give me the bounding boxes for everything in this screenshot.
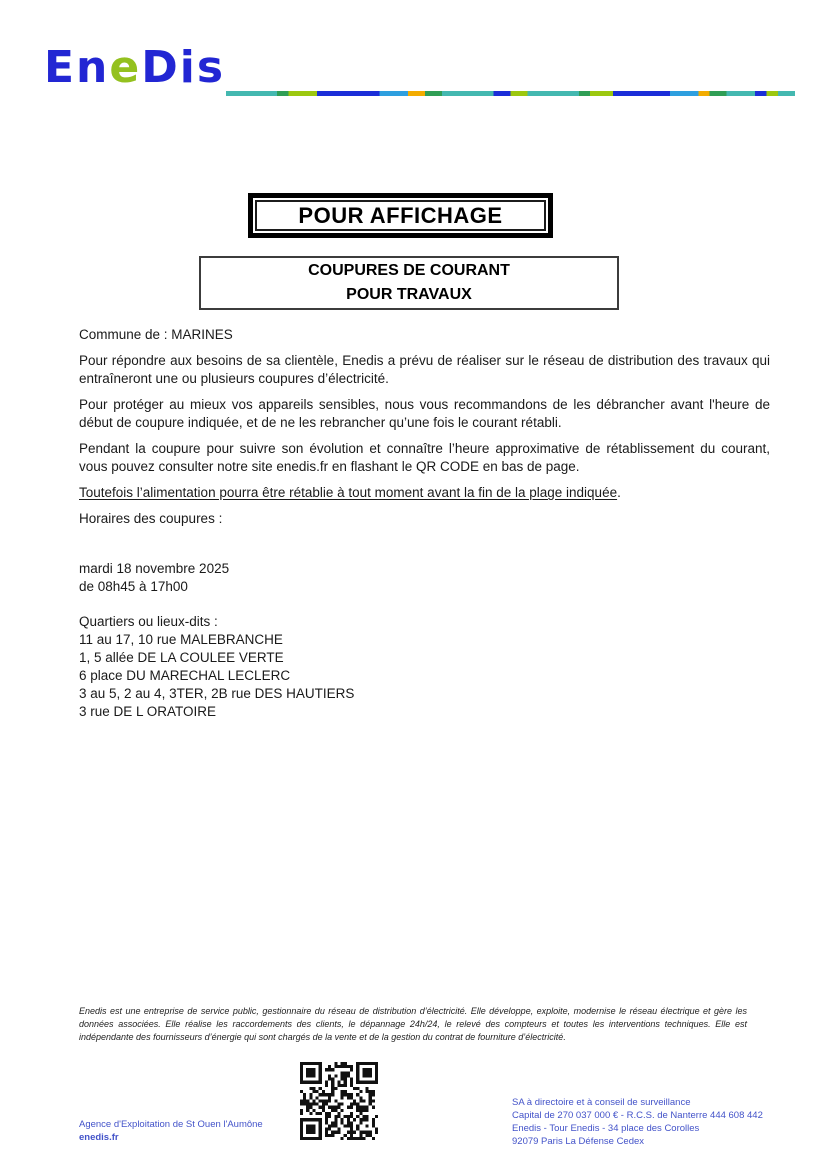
banner-title: POUR AFFICHAGE xyxy=(298,202,503,228)
paragraph-qrcode-info: Pendant la coupure pour suivre son évolution et connaître l’heure approximative de rétablissement du courant, vous pouvez consulter notre site enedis.fr en flashant le QR CODE en bas de page. xyxy=(79,441,770,474)
corporate-line: Capital de 270 037 000 € - R.C.S. de Nanterre 444 608 442 xyxy=(512,1110,763,1121)
notice-box xyxy=(199,256,619,310)
agency-name: Agence d'Exploitation de St Ouen l'Aumône xyxy=(79,1119,263,1130)
quartier-item: 1, 5 allée DE LA COULEE VERTE xyxy=(79,650,284,665)
qr-code xyxy=(300,1062,378,1140)
corporate-line: 92079 Paris La Défense Cedex xyxy=(512,1136,645,1147)
outage-date: mardi 18 novembre 2025 xyxy=(79,561,230,576)
logo-text-part1: En xyxy=(44,42,110,93)
pour-affichage-banner xyxy=(248,193,553,238)
outage-hours: de 08h45 à 17h00 xyxy=(79,579,188,594)
quartier-item: 3 rue DE L ORATOIRE xyxy=(79,704,217,719)
corporate-block xyxy=(512,1096,763,1148)
quartiers-label: Quartiers ou lieux-dits : xyxy=(79,614,218,629)
notice-box-line1: COUPURES DE COURANT xyxy=(308,262,510,279)
paragraph-intro: Pour répondre aux besoins de sa clientèle, Enedis a prévu de réaliser sur le réseau de distribution des travaux qui entraîneront une ou plusieurs coupures d’électricité. xyxy=(79,353,770,386)
corporate-line: SA à directoire et à conseil de surveillance xyxy=(512,1097,691,1108)
horaires-label: Horaires des coupures : xyxy=(79,511,223,526)
logo-text-part2: e xyxy=(109,42,142,93)
brand-color-line xyxy=(226,91,795,96)
outage-date-block xyxy=(79,560,770,596)
underlined-sentence: Toutefois l’alimentation pourra être rétablie à tout moment avant la fin de la plage indiquée xyxy=(79,485,618,500)
quartier-item: 11 au 17, 10 rue MALEBRANCHE xyxy=(79,632,283,647)
quartiers-list xyxy=(79,613,770,721)
quartier-item: 6 place DU MARECHAL LECLERC xyxy=(79,668,291,683)
agency-block xyxy=(79,1118,263,1144)
logo-text-part3: Dis xyxy=(141,42,226,93)
sentence-period: . xyxy=(617,485,621,500)
commune-line: Commune de : MARINES xyxy=(79,327,233,342)
enedis-logo xyxy=(44,42,226,93)
paragraph-notice-underlined xyxy=(79,484,770,502)
body-text xyxy=(79,326,770,721)
pour-affichage-banner-inner xyxy=(255,200,546,231)
corporate-line: Enedis - Tour Enedis - 34 place des Corolles xyxy=(512,1123,700,1134)
paragraph-advice: Pour protéger au mieux vos appareils sensibles, nous vous recommandons de les débrancher avant l'heure de début de coupure indiquée, et de ne les rebrancher qu’une fois le courant rétabli. xyxy=(79,397,770,430)
agency-website: enedis.fr xyxy=(79,1132,119,1143)
quartier-item: 3 au 5, 2 au 4, 3TER, 2B rue DES HAUTIERS xyxy=(79,686,355,701)
legal-disclaimer: Enedis est une entreprise de service public, gestionnaire du réseau de distribution d’électricité. Elle développe, exploite, modernise le réseau électrique et gère les données associées. Elle réalise les raccordements des clients, le dépannage 24h/24, le relevé des compteurs et toutes les interventions techniques. Elle est indépendante des fournisseurs d’énergie qui sont chargés de la vente et de la gestion du contrat de fourniture d’électricité. xyxy=(79,1006,747,1042)
notice-box-line2: POUR TRAVAUX xyxy=(346,286,472,303)
